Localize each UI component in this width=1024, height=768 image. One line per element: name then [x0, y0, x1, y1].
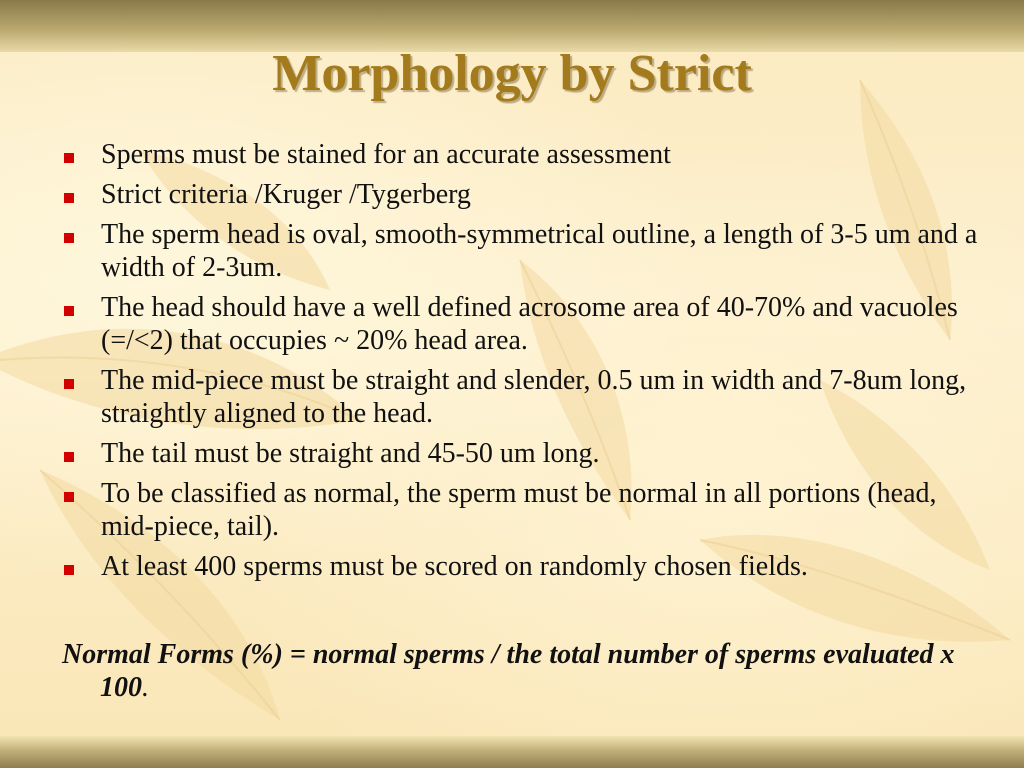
bullet-item [58, 138, 978, 171]
square-bullet-icon [64, 193, 74, 203]
bullet-text: Strict criteria /Kruger /Tygerberg [101, 179, 471, 210]
square-bullet-icon [64, 565, 74, 575]
bullet-text: The tail must be straight and 45-50 um long. [101, 438, 600, 469]
normal-forms-formula [62, 638, 980, 704]
square-bullet-icon [64, 153, 74, 163]
bullet-item [58, 364, 978, 430]
bottom-decorative-band [0, 736, 1024, 768]
bullet-item [58, 437, 978, 470]
slide-title: Morphology by Strict [272, 45, 752, 102]
bullet-item [58, 178, 978, 211]
bullet-text: To be classified as normal, the sperm must be normal in all portions (head, mid-piece, tail). [101, 478, 937, 542]
formula-text: Normal Forms (%) = normal sperms / the total number of sperms evaluated x 100 [62, 639, 955, 703]
bullet-text: Sperms must be stained for an accurate assessment [101, 139, 671, 170]
bullet-item [58, 291, 978, 357]
square-bullet-icon [64, 306, 74, 316]
square-bullet-icon [64, 379, 74, 389]
bullet-item [58, 477, 978, 543]
square-bullet-icon [64, 452, 74, 462]
square-bullet-icon [64, 492, 74, 502]
bullet-text: The sperm head is oval, smooth-symmetrical outline, a length of 3-5 um and a width of 2-3um. [101, 219, 978, 283]
bullet-item [58, 550, 978, 583]
bullet-text: The mid-piece must be straight and slender, 0.5 um in width and 7-8um long, straightly aligned to the head. [101, 365, 967, 429]
formula-end: . [142, 672, 149, 703]
bullet-text: At least 400 sperms must be scored on randomly chosen fields. [101, 551, 808, 582]
bullet-item [58, 218, 978, 284]
bullet-list [58, 138, 978, 590]
square-bullet-icon [64, 233, 74, 243]
bullet-text: The head should have a well defined acrosome area of 40-70% and vacuoles (=/<2) that occupies ~ 20% head area. [101, 292, 958, 356]
